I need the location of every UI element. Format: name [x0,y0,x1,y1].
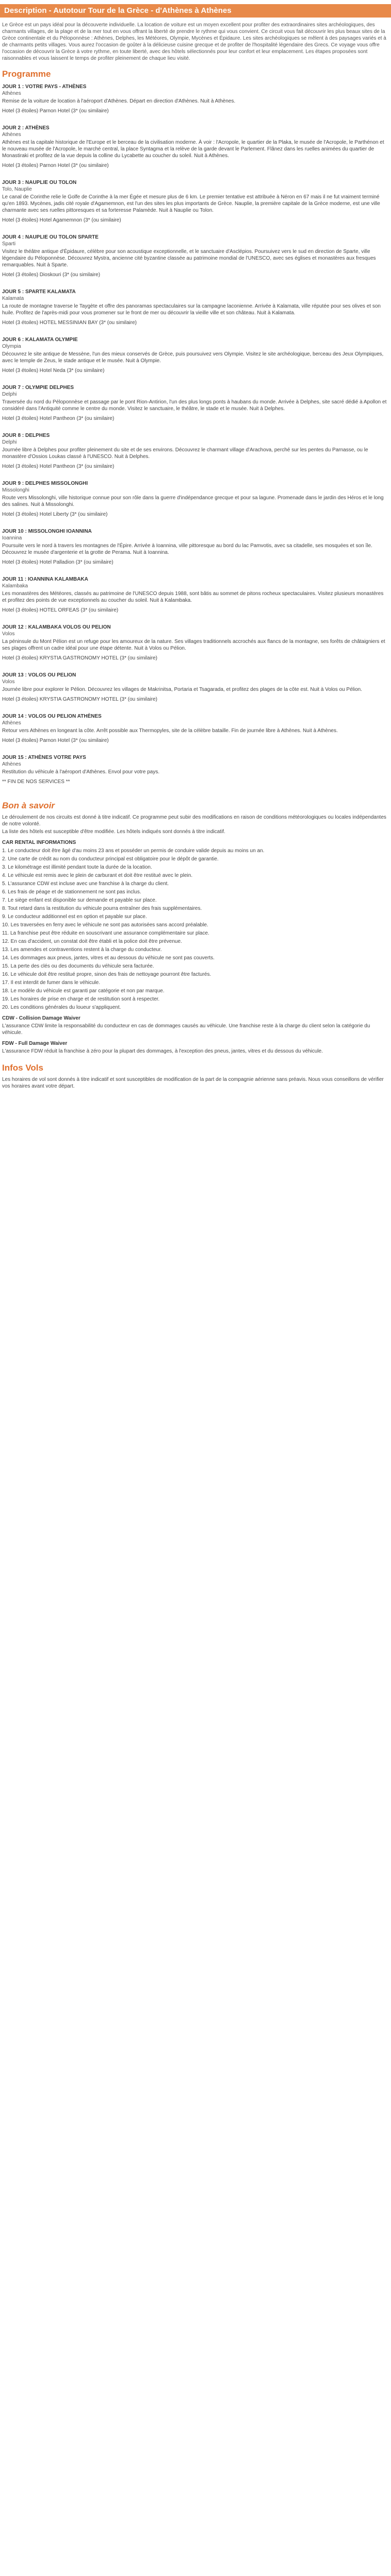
day-text: La route de montagne traverse le Taygète et offre des panoramas spectaculaires sur la campagne laconienne. Arrivée à Kalamata, ville réputée pour ses olives et son huile. Profitez de l'après-midi pour vous promener sur le front de mer ou découvrir la vieille ville et son château. Nuit à Kalamata. [2,303,381,316]
rental-item: 4. Le véhicule est remis avec le plein de carburant et doit être restitué avec le plein. [2,873,193,878]
day-item [0,286,391,334]
day-title: JOUR 5 : SPARTE KALAMATA [2,289,76,295]
day-hotel: Hotel (3 étoiles) Hotel Neda (3* (ou similaire) [2,368,105,374]
day-title: JOUR 10 : MISSOLONGHI IOANNINA [2,529,92,534]
day-title: JOUR 15 : ATHÈNES VOTRE PAYS [2,755,86,760]
day-item [0,334,391,382]
day-item [0,177,391,232]
day-title: JOUR 7 : OLYMPIE DELPHES [2,385,74,391]
rental-item: 16. Le véhicule doit être restitué propre, sinon des frais de nettoyage pourront être facturés. [2,972,211,977]
info-title: Bon à savoir [2,801,55,810]
day-item [0,670,391,711]
rental-item: 12. En cas d'accident, un constat doit être établi et la police doit être prévenue. [2,939,182,944]
day-text: La péninsule du Mont Pélion est un refuge pour les amoureux de la nature. Ses villages traditionnels accrochés aux flancs de la montagne, ses forêts de châtaigniers et ses plages offrent un cadre idéal pour une étape détente. Nuit à Volos ou Pélion. [2,639,385,651]
day-text: Remise de la voiture de location à l'aéroport d'Athènes. Départ en direction d'Athènes. Nuit à Athènes. [2,98,236,104]
day-title: JOUR 1 : VOTRE PAYS - ATHÈNES [2,84,87,90]
day-hotel: Hotel (3 étoiles) Parnon Hotel (3* (ou similaire) [2,108,109,114]
day-title: JOUR 3 : NAUPLIE OU TOLON [2,180,77,185]
day-text: Visitez le théâtre antique d'Épidaure, célèbre pour son acoustique exceptionnelle, et le sanctuaire d'Asclépios. Poursuivez vers le sud en direction de Sparte, ville légendaire du Péloponnèse. Découvrez Mystra, ancienne cité byzantine classée au patrimoine mondial de l'UNESCO, avec ses églises et monastères aux fresques remarquables. Nuit à Sparte. [2,249,376,268]
day-title: JOUR 6 : KALAMATA OLYMPIE [2,337,78,343]
rental-item: 5. L'assurance CDW est incluse avec une franchise à la charge du client. [2,881,169,887]
cdw-text: L'assurance CDW limite la responsabilité du conducteur en cas de dommages causés au véhicule. Une franchise reste à la charge du client selon la catégorie du véhicule. [2,1023,370,1036]
day-item [0,123,391,177]
day-title: JOUR 8 : DELPHES [2,433,50,438]
day-text: Journée libre à Delphes pour profiter pleinement du site et de ses environs. Découvrez le charmant village d'Arachova, perché sur les pentes du Parnasse, ou le monastère d'Ossios Loukas classé à l'UNESCO. Nuit à Delphes. [2,447,368,460]
rental-item: 6. Les frais de péage et de stationnement ne sont pas inclus. [2,889,141,895]
day-place: Delphi [2,439,17,445]
rental-item: 7. Le siège enfant est disponible sur demande et payable sur place. [2,897,157,903]
info-note: La liste des hôtels est susceptible d'être modifiée. Les hôtels indiqués sont donnés à titre indicatif. [2,829,225,835]
day-place: Delphi [2,392,17,397]
day-item [0,430,391,478]
rental-item: 1. Le conducteur doit être âgé d'au moins 23 ans et posséder un permis de conduire valide depuis au moins un an. [2,848,265,854]
day-item [0,574,391,622]
day-hotel: ** FIN DE NOS SERVICES ** [2,779,70,785]
rental-item: 15. La perte des clés ou des documents du véhicule sera facturée. [2,963,154,969]
cdw-title: CDW - Collision Damage Waiver [2,1015,80,1021]
day-place: Volos [2,679,15,685]
page-title: Description - Autotour Tour de la Grèce - d'Athènes à Athènes [0,4,391,18]
info-block [0,814,391,1055]
day-hotel: Hotel (3 étoiles) Hotel Liberty (3* (ou similaire) [2,512,108,517]
day-text: Traversée du nord du Péloponnèse et passage par le pont Rion-Antirion, l'un des plus longs ponts à haubans du monde. Arrivée à Delphes, site sacré dédié à Apollon et considéré dans l'Antiquité comme le centre du monde. Visitez le sanctuaire, le théâtre, le stade et le musée. Nuit à Delphes. [2,399,387,412]
rental-list [2,848,389,1011]
day-place: Kalambaka [2,583,28,589]
info-useful-block [0,1076,391,1090]
day-item [0,232,391,286]
intro-text: Le Grèce est un pays idéal pour la découverte individuelle. La location de voiture est un moyen excellent pour profiter des extraordinaires sites archéologiques, des charmants villages, de la plage et de la mer tout en vous offrant la liberté de prendre le rythme qui vous convient. Ce circuit vous fait découvrir les plus beaux sites de la Grèce continentale et du Péloponnèse : Athènes, Delphes, les Météores, Olympie, Mycènes et Épidaure. Les sites archéologiques se mêlent à des paysages variés et à de charmants petits villages. Vous aurez l'occasion de goûter à la délicieuse cuisine grecque et de profiter de l'hospitalité légendaire des Grecs. Ce voyage vous offre l'occasion de découvrir la Grèce à votre rythme, en toute liberté, avec des hôtels sélectionnés pour leur confort et leur emplacement. Les étapes proposées sont raisonnables et vous laissent le temps de profiter pleinement de chaque lieu visité. [2,22,386,61]
rental-item: 14. Les dommages aux pneus, jantes, vitres et au dessous du véhicule ne sont pas couverts. [2,955,215,961]
programme-list [0,81,391,793]
day-text: Route vers Missolonghi, ville historique connue pour son rôle dans la guerre d'indépendance grecque et pour sa lagune. Promenade dans le jardin des Héros et le long des salines. Nuit à Missolonghi. [2,495,384,507]
programme-title: Programme [2,69,51,79]
rental-item: 8. Tout retard dans la restitution du véhicule pourra entraîner des frais supplémentaires. [2,906,202,911]
day-text: Journée libre pour explorer le Pélion. Découvrez les villages de Makrinitsa, Portaria et Tsagarada, et profitez des plages de la côte est. Nuit à Volos ou Pélion. [2,687,362,692]
rental-item: 18. Le modèle du véhicule est garanti par catégorie et non par marque. [2,988,165,994]
day-item [0,81,391,123]
day-item [0,478,391,526]
day-text: Poursuite vers le nord à travers les montagnes de l'Épire. Arrivée à Ioannina, ville pittoresque au bord du lac Pamvotis, avec sa citadelle, ses mosquées et son île. Découvrez le musée d'argenterie et la grotte de Perama. Nuit à Ioannina. [2,543,372,555]
info-useful-title: Infos Vols [2,1063,43,1073]
day-title: JOUR 13 : VOLOS OU PELION [2,672,76,678]
day-hotel: Hotel (3 étoiles) HOTEL MESSINIAN BAY (3* (ou similaire) [2,320,137,326]
day-hotel: Hotel (3 étoiles) Parnon Hotel (3* (ou similaire) [2,163,109,168]
day-place: Tolo, Nauplie [2,187,32,192]
rental-item: 13. Les amendes et contraventions restent à la charge du conducteur. [2,947,162,953]
day-hotel: Hotel (3 étoiles) Hotel Agamemnon (3* (ou similaire) [2,217,121,223]
day-hotel: Hotel (3 étoiles) Dioskouri (3* (ou similaire) [2,272,101,278]
fdw-title: FDW - Full Damage Waiver [2,1041,68,1046]
day-item [0,526,391,574]
day-place: Athènes [2,132,21,138]
day-place: Ioannina [2,535,22,541]
rental-item: 3. Le kilométrage est illimité pendant toute la durée de la location. [2,865,152,870]
info-intro: Le déroulement de nos circuits est donné à titre indicatif. Ce programme peut subir des modifications en raison de conditions météorologiques ou locales indépendantes de notre volonté. [2,815,386,827]
rental-item: 19. Les horaires de prise en charge et de restitution sont à respecter. [2,996,160,1002]
day-place: Athènes [2,720,21,726]
page [0,4,391,1090]
day-hotel: Hotel (3 étoiles) Hotel Pantheon (3* (ou similaire) [2,464,115,469]
day-title: JOUR 9 : DELPHES MISSOLONGHI [2,481,88,486]
day-text: Découvrez le site antique de Messène, l'un des mieux conservés de Grèce, puis poursuivez vers Olympie. Visitez le site archéologique, berceau des Jeux Olympiques, avec le temple de Zeus, le stade antique et le musée. Nuit à Olympie. [2,351,384,364]
day-place: Kalamata [2,296,24,301]
day-text: Athènes est la capitale historique de l'Europe et le berceau de la civilisation moderne. À voir : l'Acropole, le quartier de la Plaka, le musée de l'Acropole, le Parthénon et le nouveau musée de l'Acropole, le marché central, la place Syntagma et la relève de la garde devant le Parlement. Flânez dans les ruelles animées du quartier de Monastiraki et profitez de la vue depuis la colline du Lycabette au coucher du soleil. Nuit à Athènes. [2,140,384,159]
day-place: Olympia [2,344,21,349]
day-title: JOUR 12 : KALAMBAKA VOLOS OU PELION [2,624,111,630]
rental-item: 20. Les conditions générales du loueur s'appliquent. [2,1005,121,1010]
day-hotel: Hotel (3 étoiles) Parnon Hotel (3* (ou similaire) [2,738,109,743]
fdw-text: L'assurance FDW réduit la franchise à zéro pour la plupart des dommages, à l'exception des pneus, jantes, vitres et du dessous du véhicule. [2,1048,323,1054]
day-text: Le canal de Corinthe relie le Golfe de Corinthe à la mer Égée et mesure plus de 6 km. Le premier tentative est attribuée à Néron en 67 mais il ne fut vraiment terminé qu'en 1893. Mycènes, jadis cité royale d'Agamemnon, est l'un des sites les plus importants de Grèce. Nauplie, la première capitale de la Grèce moderne, est une ville charmante avec ses ruelles pittoresques et sa forteresse Palamède. Nuit à Nauplie ou Tolon. [2,194,380,213]
day-hotel: Hotel (3 étoiles) HOTEL ORFEAS (3* (ou similaire) [2,607,119,613]
day-hotel: Hotel (3 étoiles) Hotel Palladion (3* (ou similaire) [2,560,113,565]
day-hotel: Hotel (3 étoiles) KRYSTIA GASTRONOMY HOTEL (3* (ou similaire) [2,655,158,661]
day-title: JOUR 14 : VOLOS OU PELION ATHÈNES [2,714,102,719]
day-title: JOUR 11 : IOANNINA KALAMBAKA [2,577,88,582]
rental-title: CAR RENTAL INFORMATIONS [2,840,76,845]
day-title: JOUR 2 : ATHÈNES [2,125,50,131]
rental-item: 11. La franchise peut être réduite en souscrivant une assurance complémentaire sur place. [2,930,209,936]
day-text: Restitution du véhicule à l'aéroport d'Athènes. Envol pour votre pays. [2,769,160,775]
day-hotel: Hotel (3 étoiles) Hotel Pantheon (3* (ou similaire) [2,416,115,421]
day-text: Retour vers Athènes en longeant la côte. Arrêt possible aux Thermopyles, site de la célèbre bataille. Fin de journée libre à Athènes. Nuit à Athènes. [2,728,338,734]
day-hotel: Hotel (3 étoiles) KRYSTIA GASTRONOMY HOTEL (3* (ou similaire) [2,697,158,702]
day-title: JOUR 4 : NAUPLIE OU TOLON SPARTE [2,234,99,240]
rental-item: 2. Une carte de crédit au nom du conducteur principal est obligatoire pour le dépôt de garantie. [2,856,219,862]
day-item [0,711,391,752]
day-place: Missolonghi [2,487,29,493]
day-text: Les monastères des Météores, classés au patrimoine de l'UNESCO depuis 1988, sont bâtis au sommet de pitons rocheux spectaculaires. Visitez plusieurs monastères et profitez des points de vue exceptionnels au coucher du soleil. Nuit à Kalambaka. [2,591,384,603]
day-item [0,752,391,793]
rental-item: 17. Il est interdit de fumer dans le véhicule. [2,980,101,986]
day-place: Volos [2,631,15,637]
rental-item: 10. Les traversées en ferry avec le véhicule ne sont pas autorisées sans accord préalable. [2,922,208,928]
rental-item: 9. Le conducteur additionnel est en option et payable sur place. [2,914,147,920]
day-place: Sparti [2,241,16,247]
day-item [0,382,391,430]
day-item [0,622,391,670]
day-place: Athènes [2,91,21,96]
info-useful-text: Les horaires de vol sont donnés à titre indicatif et sont susceptibles de modification de la part de la compagnie aérienne sans préavis. Nous vous conseillons de vérifier vos horaires avant votre départ. [2,1077,384,1089]
day-place: Athènes [2,761,21,767]
